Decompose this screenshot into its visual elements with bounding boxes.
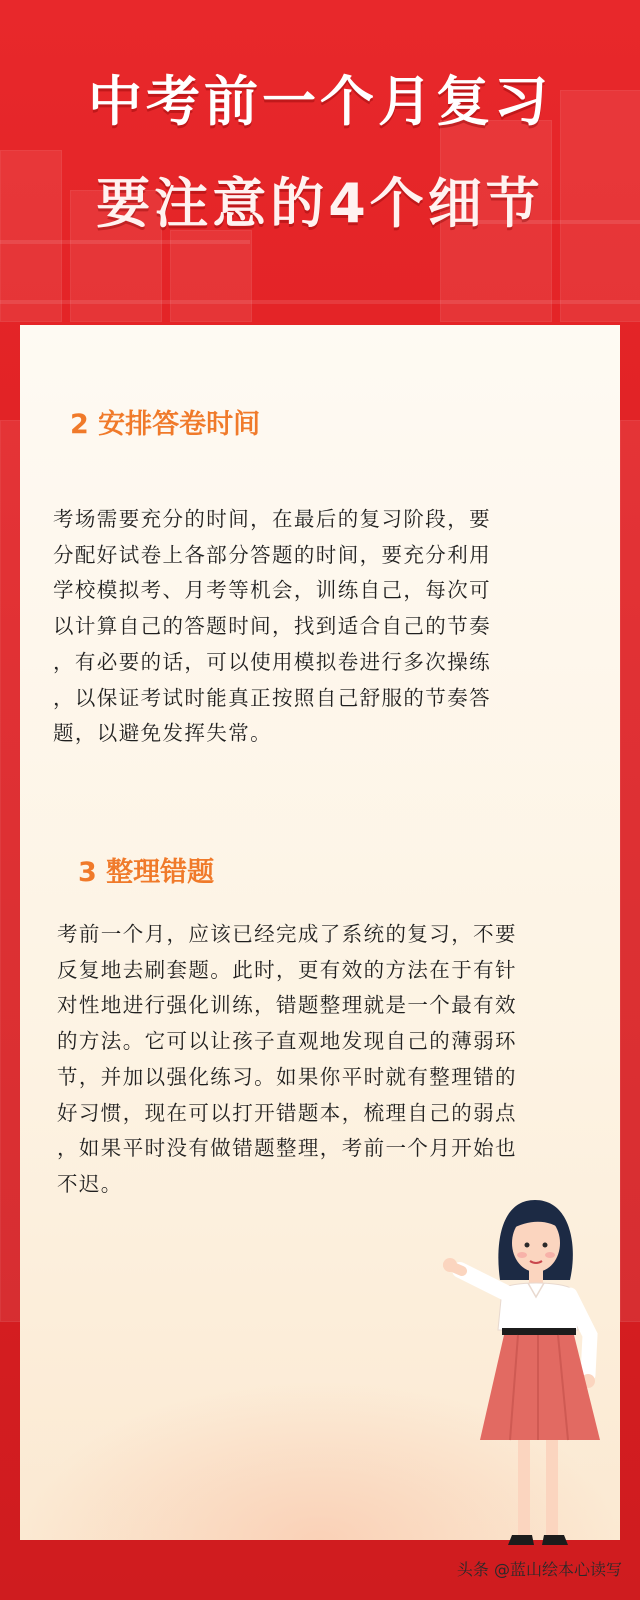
teacher-illustration — [440, 1185, 640, 1575]
paragraph-line: 分配好试卷上各部分答题的时间，要充分利用 — [53, 542, 491, 567]
paragraph-line: 好习惯，现在可以打开错题本，梳理自己的弱点 — [57, 1100, 517, 1125]
paragraph-line: 不迟。 — [57, 1171, 123, 1196]
paragraph-line: 学校模拟考、月考等机会，训练自己，每次可 — [53, 578, 491, 603]
paragraph-line: 反复地去刷套题。此时，更有效的方法在于有针 — [57, 957, 517, 982]
page-title-line-1: 中考前一个月复习 — [88, 70, 552, 133]
paragraph-line: 以计算自己的答题时间，找到适合自己的节奏 — [53, 614, 491, 639]
paragraph-line: 节，并加以强化练习。如果你平时就有整理错的 — [57, 1064, 517, 1089]
watermark-source: 头条 @蓝山绘本心读写 — [456, 1560, 622, 1579]
teacher-icon — [440, 1185, 640, 1575]
title-block — [0, 40, 640, 235]
paragraph-line: 考场需要充分的时间，在最后的复习阶段，要 — [53, 507, 491, 531]
paragraph-line: ，有必要的话，可以使用模拟卷进行多次操练 — [53, 649, 491, 674]
paragraph-line: 题，以避免发挥失常。 — [53, 721, 272, 746]
paragraph-line: 考前一个月，应该已经完成了系统的复习，不要 — [57, 922, 517, 946]
paragraph-line: 对性地进行强化训练，错题整理就是一个最有效 — [57, 993, 517, 1018]
section-paragraph-organize-mistakes — [57, 917, 602, 1203]
paragraph-line: ，以保证考试时能真正按照自己舒服的节奏答 — [53, 685, 491, 710]
paragraph-line: 的方法。它可以让孩子直观地发现自己的薄弱环 — [57, 1029, 517, 1054]
section-heading-organize-mistakes: 3 整理错题 — [78, 857, 215, 888]
paragraph-line: ，如果平时没有做错题整理，考前一个月开始也 — [57, 1136, 517, 1161]
section-paragraph-arrange-time — [53, 502, 598, 752]
section-heading-arrange-time: 2 安排答卷时间 — [70, 409, 261, 440]
page-title-line-2: 要注意的4个细节 — [96, 172, 544, 235]
